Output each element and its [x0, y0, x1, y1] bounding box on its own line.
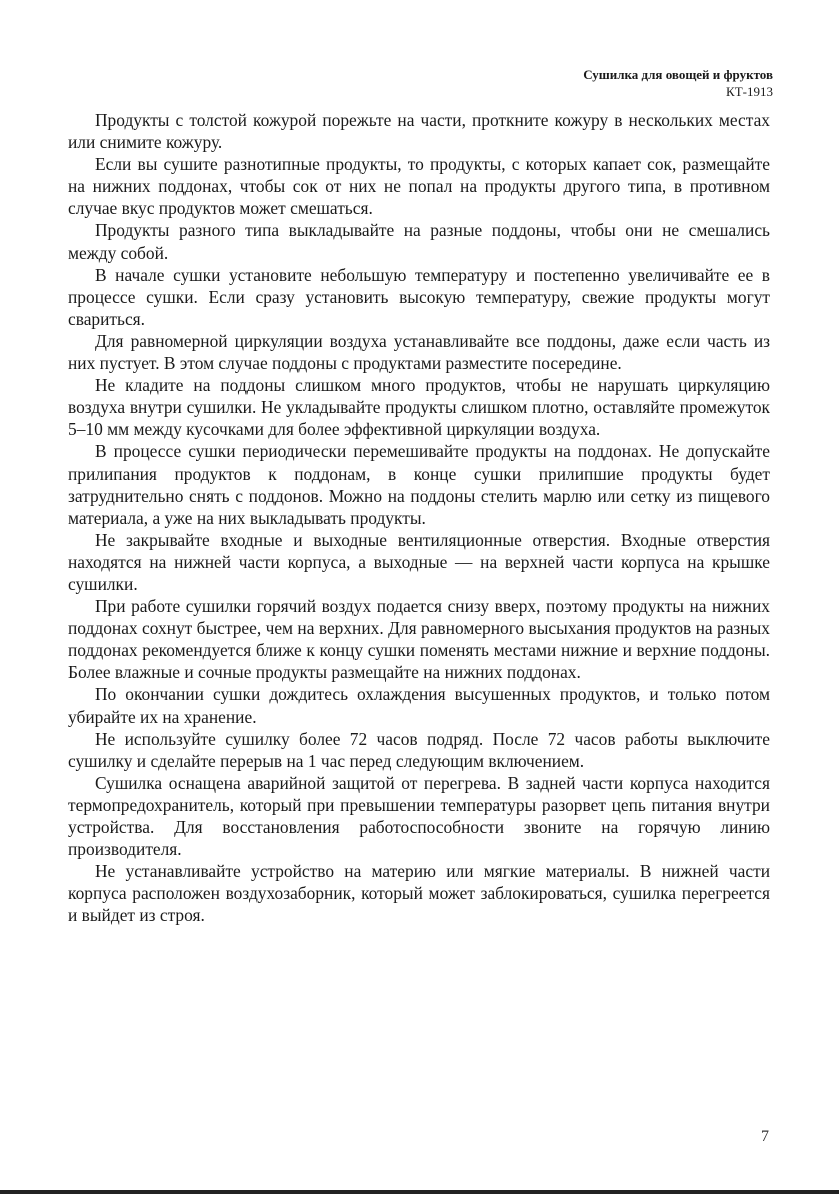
- paragraph-cooling: По окончании сушки дождитесь охлаждения высушенных продуктов, и только потом убирайте их на хранение.: [68, 684, 770, 727]
- running-header: [583, 66, 773, 100]
- header-model-number: КТ-1913: [726, 84, 773, 99]
- paragraph-thick-skin: Продукты с толстой кожурой порежьте на части, проткните кожуру в нескольких местах или снимите кожуру.: [68, 110, 770, 153]
- paragraph-overheat-protection: Сушилка оснащена аварийной защитой от перегрева. В задней части корпуса находится термопредохранитель, который при превышении температуры разорвет цепь питания внутри устройства. Для восстановления работоспособности звоните на горячую линию производителя.: [68, 772, 770, 860]
- paragraph-usage-limit: Не используйте сушилку более 72 часов подряд. После 72 часов работы выключите сушилку и сделайте перерыв на 1 час перед следующим включением.: [68, 728, 770, 771]
- paragraph-placement: Не устанавливайте устройство на материю или мягкие материалы. В нижней части корпуса расположен воздухозаборник, который может заблокироваться, сушилка перегреется и выйдет из строя.: [68, 861, 770, 926]
- paragraph-air-circulation: Для равномерной циркуляции воздуха устанавливайте все поддоны, даже если часть из них пустует. В этом случае поддоны с продуктами разместите посередине.: [68, 330, 770, 374]
- paragraph-mixed-products: Если вы сушите разнотипные продукты, то продукты, с которых капает сок, размещайте на нижних поддонах, чтобы сок от них не попал на продукты другого типа, в противном случае вкус продуктов может смешаться.: [68, 154, 770, 219]
- paragraph-stirring: В процессе сушки периодически перемешивайте продукты на поддонах. Не допускайте прилипания продуктов к поддонам, в конце сушки прилипшие продукты будет затруднительно снять с поддонов. Можно на поддоны стелить марлю или сетку из пищевого материала, а уже на них выкладывать продукты.: [68, 441, 770, 528]
- paragraph-vents: Не закрывайте входные и выходные вентиляционные отверстия. Входные отверстия находятся на нижней части корпуса, а выходные — на верхней части корпуса на крышке сушилки.: [68, 529, 770, 594]
- paragraph-separate-trays: Продукты разного типа выкладывайте на разные поддоны, чтобы они не смешались между собой.: [68, 220, 770, 263]
- page-bottom-border: [0, 1190, 839, 1194]
- paragraph-tray-rotation: При работе сушилки горячий воздух подается снизу вверх, поэтому продукты на нижних поддонах сохнут быстрее, чем на верхних. Для равномерного высыхания продуктов на разных поддонах рекомендуется ближе к концу сушки поменять местами нижние и верхние поддоны. Более влажные и сочные продукты размещайте на нижних поддонах.: [68, 596, 770, 683]
- paragraph-temperature: В начале сушки установите небольшую температуру и постепенно увеличивайте ее в процессе сушки. Если сразу установить высокую температуру, свежие продукты могут свариться.: [68, 264, 770, 329]
- page-number: 7: [761, 1128, 769, 1145]
- body-text: [68, 109, 770, 926]
- paragraph-tray-loading: Не кладите на поддоны слишком много продуктов, чтобы не нарушать циркуляцию воздуха внутри сушилки. Не укладывайте продукты слишком плотно, оставляйте промежуток 5–10 мм между кусочками для более эффективной циркуляции воздуха.: [68, 375, 770, 440]
- header-title: Сушилка для овощей и фруктов: [583, 67, 773, 82]
